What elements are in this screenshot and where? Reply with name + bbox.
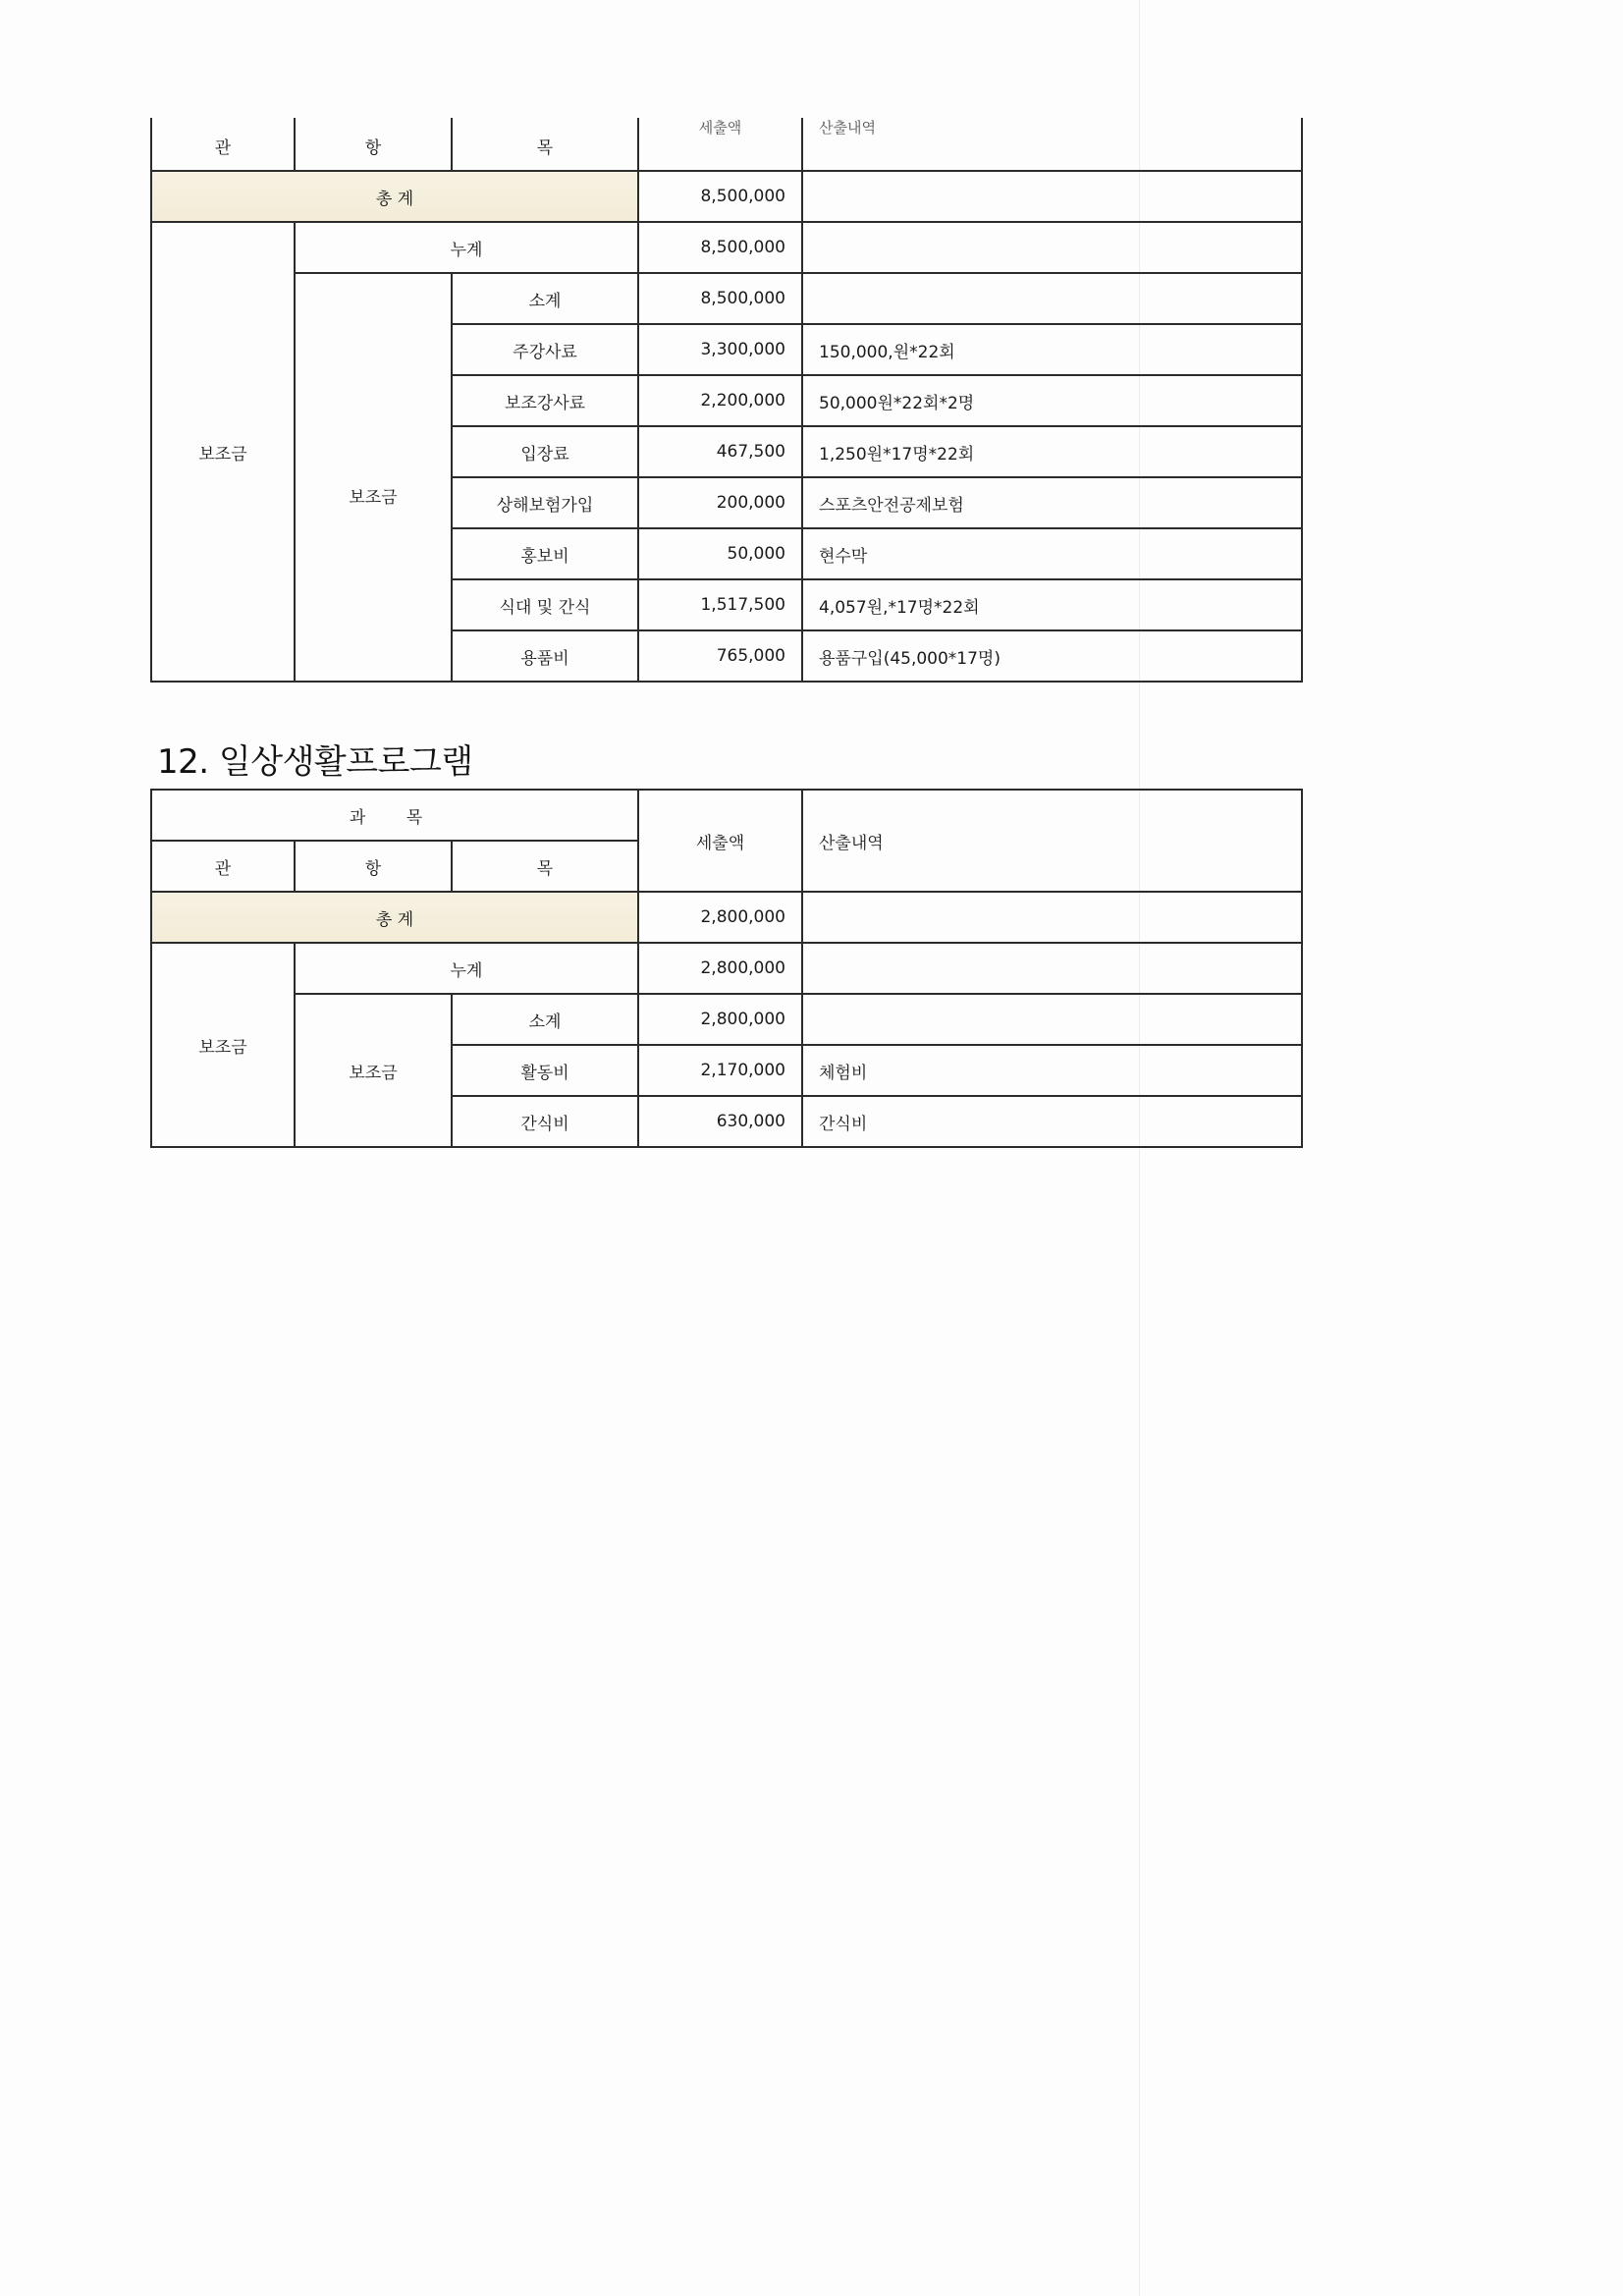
row-amount: 2,200,000 — [638, 375, 802, 426]
row-mok: 용품비 — [452, 630, 638, 682]
section-title: 12. 일상생활프로그램 — [157, 742, 473, 782]
cumulative-amount: 2,800,000 — [638, 943, 802, 994]
header-mok: 목 — [452, 841, 638, 892]
row-detail: 1,250원*17명*22회 — [802, 426, 1302, 477]
row-mok: 주강사료 — [452, 324, 638, 375]
row-mok: 상해보험가입 — [452, 477, 638, 528]
row-detail: 간식비 — [802, 1096, 1302, 1147]
row-detail: 용품구입(45,000*17명) — [802, 630, 1302, 682]
cumulative-row — [151, 943, 1302, 994]
cumulative-row — [151, 222, 1302, 273]
row-amount: 630,000 — [638, 1096, 802, 1147]
row-detail: 150,000,원*22회 — [802, 324, 1302, 375]
header-gwan: 관 — [151, 841, 295, 892]
row-mok: 활동비 — [452, 1045, 638, 1096]
row-amount: 50,000 — [638, 528, 802, 579]
row-amount: 765,000 — [638, 630, 802, 682]
row-detail: 현수막 — [802, 528, 1302, 579]
row-amount: 467,500 — [638, 426, 802, 477]
subtotal-amount: 2,800,000 — [638, 994, 802, 1045]
header-gwamok — [151, 790, 638, 841]
header-mok: 목 — [452, 118, 638, 171]
grand-total-amount: 2,800,000 — [638, 892, 802, 943]
row-amount: 1,517,500 — [638, 579, 802, 630]
row-mok: 입장료 — [452, 426, 638, 477]
budget-table-daily-life-program — [150, 789, 1303, 1148]
subtotal-label: 소계 — [452, 273, 638, 324]
row-mok: 보조강사료 — [452, 375, 638, 426]
cumulative-detail — [802, 222, 1302, 273]
row-amount: 3,300,000 — [638, 324, 802, 375]
grand-total-label: 총 계 — [151, 892, 638, 943]
grand-total-row — [151, 892, 1302, 943]
grand-total-amount: 8,500,000 — [638, 171, 802, 222]
subtotal-amount: 8,500,000 — [638, 273, 802, 324]
header-amount: 세출액 — [638, 790, 802, 892]
row-detail: 50,000원*22회*2명 — [802, 375, 1302, 426]
header-gwan: 관 — [151, 118, 295, 171]
header-detail: 산출내역 — [802, 118, 1302, 171]
subtotal-detail — [802, 994, 1302, 1045]
header-amount: 세출액 — [638, 118, 802, 171]
grand-total-row — [151, 171, 1302, 222]
row-mok: 홍보비 — [452, 528, 638, 579]
table-header-row — [151, 118, 1302, 171]
table-header-row — [151, 790, 1302, 841]
grand-total-label: 총 계 — [151, 171, 638, 222]
row-detail: 스포츠안전공제보험 — [802, 477, 1302, 528]
cumulative-label: 누계 — [295, 943, 638, 994]
cumulative-amount: 8,500,000 — [638, 222, 802, 273]
header-detail: 산출내역 — [802, 790, 1302, 892]
hang-cell: 보조금 — [295, 273, 452, 682]
gwan-cell: 보조금 — [151, 222, 295, 682]
grand-total-detail — [802, 892, 1302, 943]
subtotal-row — [151, 994, 1302, 1045]
row-mok: 식대 및 간식 — [452, 579, 638, 630]
subtotal-label: 소계 — [452, 994, 638, 1045]
row-mok: 간식비 — [452, 1096, 638, 1147]
cumulative-detail — [802, 943, 1302, 994]
header-gwamok-label: 과 목 — [349, 807, 441, 828]
subtotal-row — [151, 273, 1302, 324]
budget-table-previous-program — [150, 118, 1303, 683]
row-amount: 2,170,000 — [638, 1045, 802, 1096]
row-detail: 체험비 — [802, 1045, 1302, 1096]
grand-total-detail — [802, 171, 1302, 222]
row-amount: 200,000 — [638, 477, 802, 528]
header-hang: 항 — [295, 841, 452, 892]
cumulative-label: 누계 — [295, 222, 638, 273]
header-hang: 항 — [295, 118, 452, 171]
row-detail: 4,057원,*17명*22회 — [802, 579, 1302, 630]
hang-cell: 보조금 — [295, 994, 452, 1147]
subtotal-detail — [802, 273, 1302, 324]
gwan-cell: 보조금 — [151, 943, 295, 1147]
